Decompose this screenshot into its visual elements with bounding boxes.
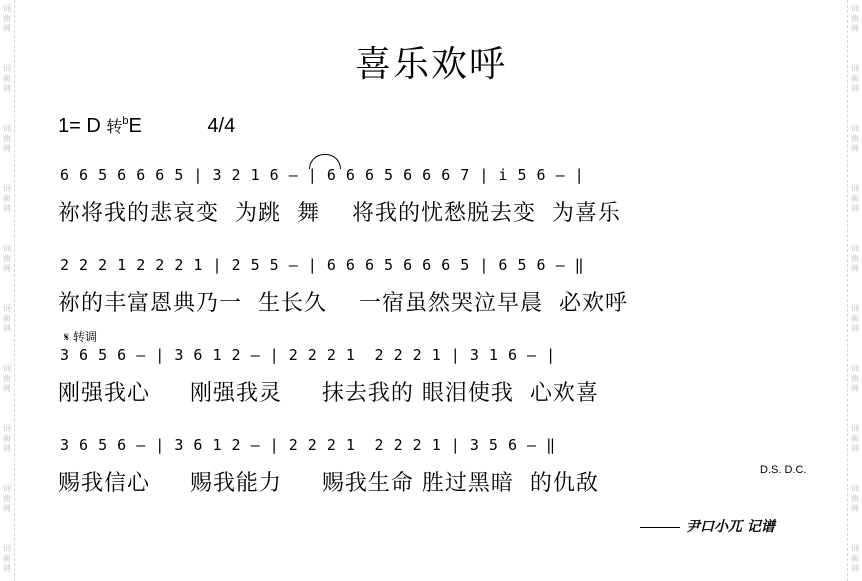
notes-line-2: 2 2 2 1 2 2 2 1 | 2 5 5 – | 6 6 6 5 6 6 6 5 | 6 5 6 – ‖ — [60, 256, 585, 274]
song-title: 喜乐欢呼 — [354, 44, 507, 85]
notes-line-3: 3 6 5 6 – | 3 6 1 2 – | 2 2 2 1 2 2 2 1 | 3 1 6 – | — [60, 346, 556, 364]
watermark-glyph: 词 曲 网 — [851, 364, 859, 393]
watermark-glyph: 词 曲 网 — [3, 4, 11, 33]
watermark-glyph: 词 曲 网 — [851, 244, 859, 273]
watermark-glyph: 词 曲 网 — [3, 544, 11, 573]
watermark-glyph: 词 曲 网 — [851, 124, 859, 153]
ds-dc-marking: D.S. D.C. — [760, 464, 807, 476]
lyrics-line-4: 赐我信心 赐我能力 赐我生命 胜过黑暗 的仇敌 — [58, 471, 599, 496]
watermark-glyph: 词 曲 网 — [3, 244, 11, 273]
watermark-glyph: 词 曲 网 — [3, 364, 11, 393]
lyrics-line-2: 祢的丰富恩典乃一 生长久 一宿虽然哭泣早晨 必欢呼 — [58, 291, 628, 316]
watermark-glyph: 词 曲 网 — [851, 304, 859, 333]
credit-dash — [640, 527, 680, 528]
watermark-glyph: 词 曲 网 — [3, 484, 11, 513]
lyrics-line-3: 刚强我心 刚强我灵 抹去我的 眼泪使我 心欢喜 — [58, 381, 599, 406]
credit-text: 尹口小兀 记谱 — [686, 519, 775, 535]
watermark-glyph: 词 曲 网 — [851, 424, 859, 453]
segno-modulation: 𝄋 转调 — [64, 330, 97, 344]
transcriber-credit — [640, 516, 775, 536]
key-original: 1= D — [58, 115, 101, 137]
watermark-glyph: 词 曲 网 — [851, 4, 859, 33]
watermark-glyph: 词 曲 网 — [851, 544, 859, 573]
watermark-glyph: 词 曲 网 — [851, 484, 859, 513]
watermark-glyph: 词 曲 网 — [851, 184, 859, 213]
watermark-glyph: 词 曲 网 — [3, 304, 11, 333]
watermark-glyph: 词 曲 网 — [3, 184, 11, 213]
key-transition: 转 — [106, 119, 123, 136]
flat-sign: b — [122, 115, 129, 127]
key-signature — [58, 114, 235, 138]
watermark-glyph: 词 曲 网 — [3, 124, 11, 153]
watermark-glyph: 词 曲 网 — [3, 424, 11, 453]
key-target: E — [128, 115, 142, 137]
watermark-glyph: 词 曲 网 — [3, 64, 11, 93]
notes-line-4: 3 6 5 6 – | 3 6 1 2 – | 2 2 2 1 2 2 2 1 | 3 5 6 – ‖ — [60, 436, 556, 454]
notes-line-1: 6 6 5 6 6 6 5 | 3 2 1 6 – | 6 6 6 5 6 6 6 7 | i 5 6 – | — [60, 166, 585, 184]
time-signature: 4/4 — [207, 115, 236, 137]
lyrics-line-1: 祢将我的悲哀变 为跳 舞 将我的忧愁脱去变 为喜乐 — [58, 201, 621, 226]
watermark-glyph: 词 曲 网 — [851, 64, 859, 93]
